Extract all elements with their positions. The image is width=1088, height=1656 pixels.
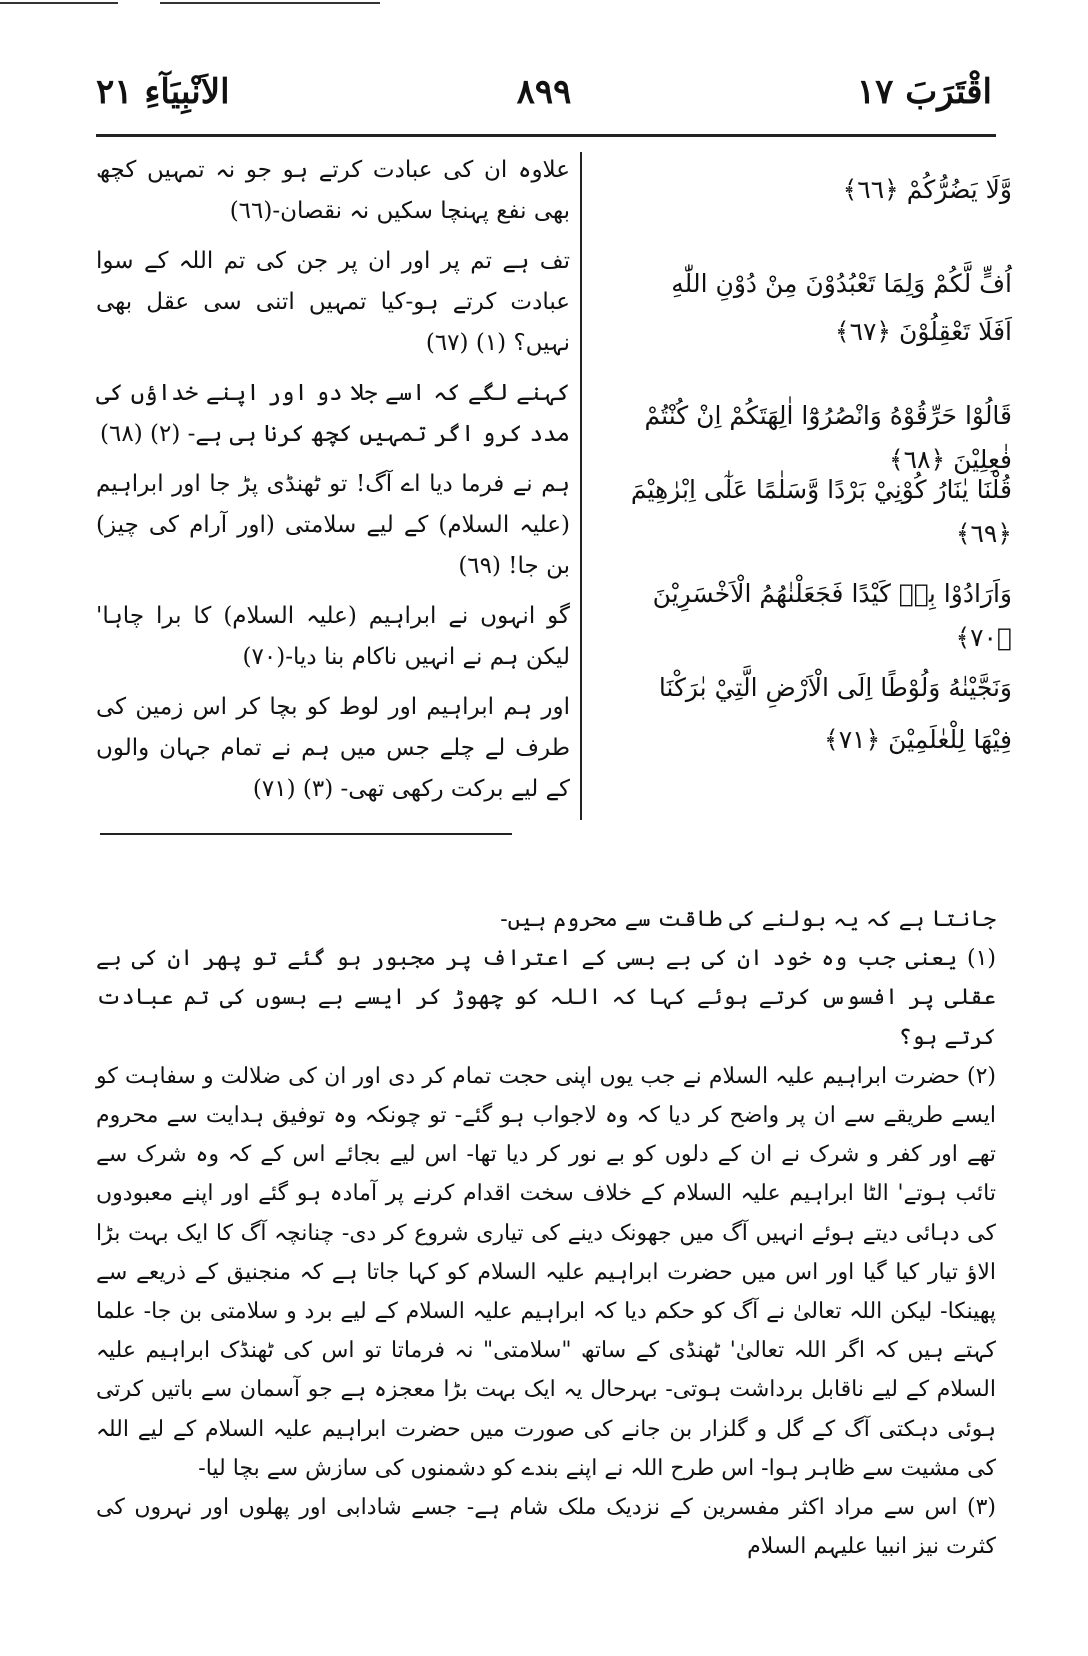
column-divider — [580, 152, 582, 820]
footnote-paragraph: (٣) اس سے مراد اکثر مفسرین کے نزدیک ملک شام ہے- جسے شادابی اور پھلوں اور نہروں کی کثرت نیز انبیا علیہم السلام — [96, 1495, 996, 1560]
ayah-line: قَالُوْا حَرِّقُوْهُ وَانْصُرُوْٓا اٰلِهَتَكُمْ اِنْ كُنْتُمْ فٰعِلِيْنَ ﴿٦٨﴾ — [644, 401, 1012, 474]
footnote-paragraph: (٢) حضرت ابراہیم علیہ السلام نے جب یوں اپنی حجت تمام کر دی اور ان کی ضلالت و سفاہت کو ایسے طریقے سے ان پر واضح کر دیا کہ وہ لاجواب ہو گئے- تو چونکہ وہ توفیق ہدایت سے محروم تھے اور کفر و شرک نے ان کے دلوں کو بے نور کر دیا تھا- اس لیے بجائے اس کے کہ وہ شرک سے تائب ہوتے' الٹا ابراہیم علیہ السلام کے خلاف سخت اقدام کرنے پر آمادہ ہو گئے اور اپنے معبودوں کی دہائی دیتے ہوئے انہیں آگ میں جھونک دینے کی تیاری شروع کر دی- چنانچہ آگ کا ایک بہت بڑا الاؤ تیار کیا گیا اور اس میں حضرت ابراہیم علیہ السلام کو کہا جاتا ہے کہ منجنیق کے ذریعے سے پھینکا- لیکن اللہ تعالیٰ نے آگ کو حکم دیا کہ ابراہیم علیہ السلام کے لیے برد و سلامتی بن جا- علما کہتے ہیں کہ اگر اللہ تعالیٰ' ٹھنڈی کے ساتھ "سلامتی" نہ فرماتا تو اس کی ٹھنڈک ابراہیم علیہ السلام کے لیے ناقابل برداشت ہوتی- بہرحال یہ ایک بہت بڑا معجزہ ہے جو آسمان سے باتیں کرتی ہوئی دہکتی آگ کے گل و گلزار بن جانے کی صورت میں حضرت ابراہیم علیہ السلام کے لیے اللہ کی مشیت سے ظاہر ہوا- اس طرح اللہ نے اپنے بندے کو دشمنوں کی سازش سے بچا لیا- — [96, 1063, 996, 1481]
page-number: ٨٩٩ — [516, 72, 572, 112]
translation-paragraph: کہنے لگے کہ اسے جلا دو اور اپنے خداؤں کی مدد کرو اگر تمہیں کچھ کرنا ہی ہے- (٢) (٦٨) — [96, 380, 570, 447]
ayah-line: وَّلَا يَضُرُّكُمْ ﴿٦٦﴾ — [842, 175, 1012, 204]
header-juz-name: اقْتَرَبَ ١٧ — [856, 72, 992, 112]
translation-paragraph: اور ہم ابراہیم اور لوط کو بچا کر اس زمین کی طرف لے چلے جس میں ہم نے تمام جہان والوں کے لیے برکت رکھی تھی- (٣) (٧١) — [96, 694, 570, 802]
page-header — [96, 72, 992, 132]
translation-paragraph: علاوہ ان کی عبادت کرتے ہو جو نہ تمہیں کچھ بھی نفع پہنچا سکیں نہ نقصان-(٦٦) — [96, 157, 570, 224]
ayah-line: قُلْنَا يٰنَارُ كُوْنِيْ بَرْدًا وَّسَلٰمًا عَلٰٓى اِبْرٰهِيْمَ ﴿٦٩﴾ — [630, 475, 1012, 548]
header-rule — [96, 134, 996, 137]
ayah-line: اَفَلَا تَعْقِلُوْنَ ﴿٦٧﴾ — [834, 317, 1012, 346]
urdu-translation-column — [96, 150, 570, 819]
ayah-line: فِيْهَا لِلْعٰلَمِيْنَ ﴿٧١﴾ — [824, 725, 1012, 754]
top-rule-left — [0, 2, 118, 4]
ayah-line: وَنَجَّيْنٰهُ وَلُوْطًا اِلَى الْاَرْضِ الَّتِيْ بٰرَكْنَا — [658, 673, 1012, 702]
footnote-paragraph: (١) یعنی جب وہ خود ان کی بے بسی کے اعتراف پر مجبور ہو گئے تو پھر ان کی بے عقلی پر افسوس کرتے ہوئے کہا کہ اللہ کو چھوڑ کر ایسے بے بسوں کی تم عبادت کرتے ہو؟ — [96, 946, 996, 1050]
footnote-separator — [100, 833, 512, 835]
translation-paragraph: گو انہوں نے ابراہیم (علیہ السلام) کا برا چاہا' لیکن ہم نے انہیں ناکام بنا دیا-(٧٠) — [96, 603, 570, 670]
translation-paragraph: ہم نے فرما دیا اے آگ! تو ٹھنڈی پڑ جا اور ابراہیم (علیہ السلام) کے لیے سلامتی (اور آرام کی چیز) بن جا! (٦٩) — [96, 471, 570, 579]
top-rule-right — [160, 2, 380, 4]
header-surah-name: الاَنْبِيَآءِ ٢١ — [96, 72, 230, 112]
ayah-line: اُفٍّ لَّكُمْ وَلِمَا تَعْبُدُوْنَ مِنْ دُوْنِ اللّٰهِ — [671, 269, 1012, 298]
translation-paragraph: تف ہے تم پر اور ان پر جن کی تم اللہ کے سوا عبادت کرتے ہو-کیا تمہیں اتنی سی عقل بھی نہیں؟ (١) (٦٧) — [96, 248, 570, 356]
footnote-paragraph: جانتا ہے کہ یہ بولنے کی طاقت سے محروم ہیں- — [500, 907, 996, 932]
ayah-line: وَاَرَادُوْا بِهٖ كَيْدًا فَجَعَلْنٰهُمُ الْاَخْسَرِيْنَ ﴿٧٠﴾ — [652, 579, 1012, 652]
footnotes-section — [96, 900, 996, 1566]
